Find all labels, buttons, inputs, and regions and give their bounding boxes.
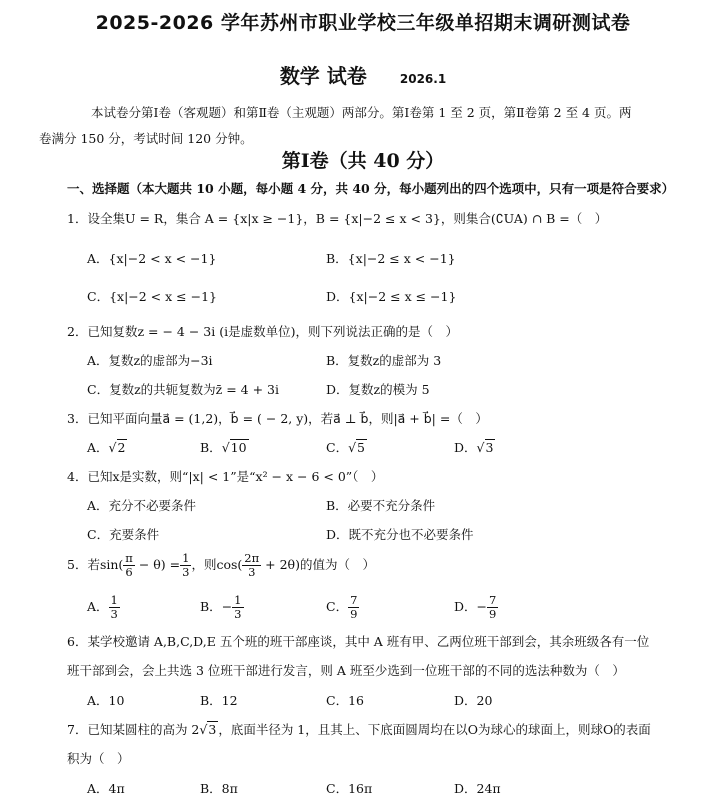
question-1-option-b: B．{x|−2 ≤ x < −1} (326, 251, 456, 266)
numerator: 2π (244, 551, 260, 565)
question-2-option-d: D．复数z的模为 5 (326, 382, 430, 397)
question-3-option-c: C．√5 (326, 440, 365, 455)
denominator: 9 (489, 607, 497, 621)
stem-text: 5．若sin( (67, 557, 124, 572)
question-2-stem: 2．已知复数z = − 4 − 3i (i是虚数单位)，则下列说法正确的是（ ） (67, 324, 458, 339)
question-6-option-a: A．10 (87, 693, 125, 708)
exam-subtitle (0, 60, 726, 89)
fraction (487, 594, 498, 621)
question-2-option-a: A．复数z的虚部为−3i (87, 353, 213, 368)
sqrt-value: 3 (485, 440, 494, 455)
question-6-option-c: C．16 (326, 693, 364, 708)
intro-line-2: 卷满分 150 分，考试时间 120 分钟。 (39, 131, 253, 146)
question-1-option-d: D．{x|−2 ≤ x ≤ −1} (326, 289, 457, 304)
question-2-option-c: C．复数z的共轭复数为z̄ = 4 + 3i (87, 382, 279, 397)
sqrt-value: 5 (357, 440, 365, 455)
stem-text: 7．已知某圆柱的高为 2 (67, 722, 200, 737)
option-label: A． (87, 440, 109, 455)
sqrt-value: 3 (208, 722, 217, 737)
fraction (242, 552, 261, 579)
section-heading: 一、选择题（本大题共 10 小题，每小题 4 分，共 40 分，每小题列出的四个选项中，只有一项是符合要求） (67, 181, 675, 196)
question-5-option-a (87, 594, 120, 621)
exam-intro (39, 100, 671, 152)
option-label: C． (326, 440, 349, 455)
option-label: B． (200, 599, 222, 614)
question-7-stem-line-1: 7．已知某圆柱的高为 2√3 ，底面半径为 1，且其上、下底面圆周均在以O为球心的球面上，则球O的表面 (67, 722, 651, 737)
stem-text: + 2θ)的值为（ ） (261, 557, 375, 572)
question-5-option-c (326, 594, 359, 621)
numerator: π (125, 551, 133, 565)
sqrt-value: 10 (230, 440, 247, 455)
numerator: 7 (489, 593, 497, 607)
numerator: 7 (350, 593, 358, 607)
question-4-stem: 4．已知x是实数，则“|x| < 1”是“x² − x − 6 < 0”（ ） (67, 469, 384, 484)
question-1-option-a: A．{x|−2 < x < −1} (87, 251, 217, 266)
minus-sign: − (476, 599, 488, 614)
question-4-option-d: D．既不充分也不必要条件 (326, 527, 474, 542)
question-6-option-b: B．12 (200, 693, 238, 708)
question-6-stem-line-1: 6．某学校邀请 A,B,C,D,E 五个班的班干部座谈，其中 A 班有甲、乙两位班干部到会，其余班级各有一位 (67, 634, 650, 649)
question-3-option-b: B．√10 (200, 440, 247, 455)
option-label: A． (87, 599, 109, 614)
option-label: C． (326, 599, 349, 614)
question-7-stem-line-2: 积为（ ） (67, 751, 130, 766)
stem-text: ，底面半径为 1，且其上、下底面圆周均在以O为球心的球面上，则球O的表面 (218, 722, 651, 737)
numerator: 1 (182, 551, 190, 565)
question-7-option-a: A．4π (87, 781, 125, 796)
fraction (109, 594, 120, 621)
question-1-option-c: C．{x|−2 < x ≤ −1} (87, 289, 217, 304)
question-7-option-c: C．16π (326, 781, 373, 796)
option-label: D． (454, 440, 477, 455)
question-3-stem: 3．已知平面向量a⃗ = (1,2)，b⃗ = ( − 2, y)，若a⃗ ⊥ b⃗，则|a⃗ + b⃗| =（ ） (67, 411, 488, 426)
fraction (348, 594, 359, 621)
subject-title: 数学 试卷 (279, 64, 367, 88)
stem-text: ，则cos( (191, 557, 243, 572)
denominator: 3 (234, 607, 242, 621)
question-3-option-a: A．√2 (87, 440, 126, 455)
question-3-option-d: D．√3 (454, 440, 494, 455)
question-5-stem (67, 552, 375, 579)
numerator: 1 (234, 593, 242, 607)
fraction (232, 594, 243, 621)
question-4-option-c: C．充要条件 (87, 527, 160, 542)
intro-line-1: 本试卷分第Ⅰ卷（客观题）和第Ⅱ卷（主观题）两部分。第Ⅰ卷第 1 至 2 页，第Ⅱ卷第 2 至 4 页。两 (91, 105, 632, 120)
stem-text: − θ) = (134, 557, 181, 572)
denominator: 9 (350, 607, 358, 621)
question-6-option-d: D．20 (454, 693, 493, 708)
question-1-stem: 1．设全集U = R，集合 A = {x|x ≥ −1}，B = {x|−2 ≤ x < 3}，则集合(∁UA) ∩ B =（ ） (67, 211, 608, 226)
denominator: 3 (248, 565, 256, 579)
question-7-option-d: D．24π (454, 781, 501, 796)
sqrt-value: 2 (117, 440, 126, 455)
exam-title: 2025-2026 学年苏州市职业学校三年级单招期末调研测试卷 (95, 12, 631, 34)
minus-sign: − (221, 599, 233, 614)
question-6-stem-line-2: 班干部到会，会上共选 3 位班干部进行发言，则 A 班至少选到一位班干部的不同的选法种数为（ ） (67, 663, 625, 678)
option-label: D． (454, 599, 477, 614)
denominator: 3 (110, 607, 118, 621)
option-label: B． (200, 440, 222, 455)
denominator: 6 (125, 565, 133, 579)
question-4-option-b: B．必要不充分条件 (326, 498, 436, 513)
question-4-option-a: A．充分不必要条件 (87, 498, 197, 513)
fraction (180, 552, 191, 579)
part-title: 第Ⅰ卷（共 40 分） (281, 150, 445, 172)
exam-date: 2026.1 (399, 72, 447, 86)
question-7-option-b: B．8π (200, 781, 238, 796)
question-5-option-d (454, 594, 498, 621)
denominator: 3 (182, 565, 190, 579)
numerator: 1 (110, 593, 118, 607)
question-5-option-b (200, 594, 244, 621)
fraction (123, 552, 135, 579)
question-2-option-b: B．复数z的虚部为 3 (326, 353, 442, 368)
